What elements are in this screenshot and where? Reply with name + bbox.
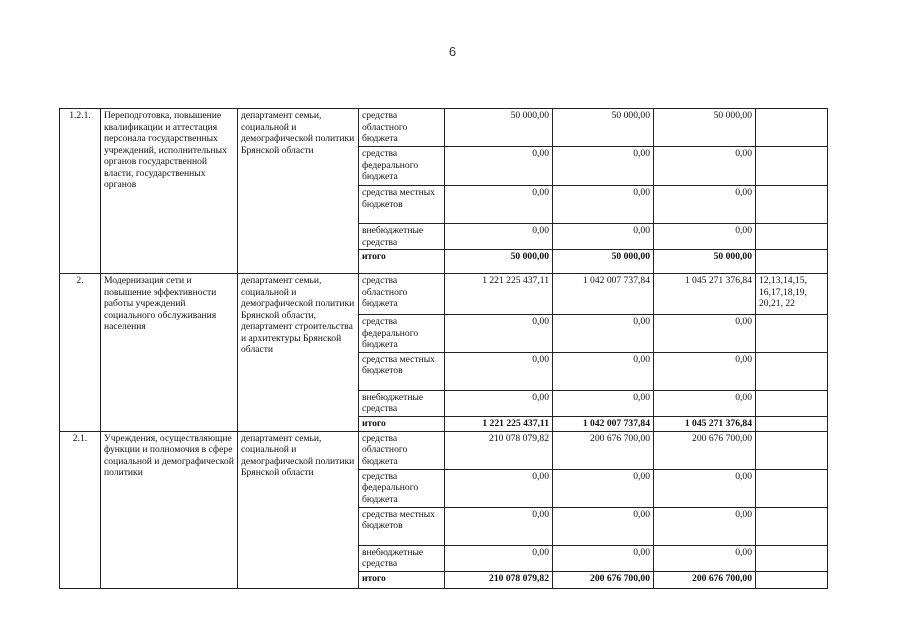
amount-year-2: 1 042 007 737,84 — [553, 416, 654, 431]
amount-year-2: 0,00 — [553, 224, 654, 250]
funding-source: итого — [359, 250, 445, 274]
table-row — [60, 109, 828, 147]
funding-source: внебюджетные средства — [359, 224, 445, 250]
amount-year-3: 200 676 700,00 — [654, 431, 756, 469]
funding-source: средства федерального бюджета — [359, 147, 445, 186]
item-number: 2. — [60, 274, 101, 432]
amount-year-1: 50 000,00 — [445, 109, 553, 147]
activity-name: Модернизация сети и повышение эффективности работы учреждений социального обслуживания населения — [101, 274, 238, 432]
amount-year-2: 0,00 — [553, 186, 654, 224]
item-number: 2.1. — [60, 431, 101, 588]
table-body — [60, 109, 828, 589]
amount-year-3: 1 045 271 376,84 — [654, 274, 756, 315]
amount-year-3: 1 045 271 376,84 — [654, 416, 756, 431]
target-indicators: 12,13,14,15, 16,17,18,19, 20,21, 22 — [756, 274, 828, 315]
target-indicators — [756, 545, 828, 571]
amount-year-2: 0,00 — [553, 352, 654, 390]
table-row — [60, 274, 828, 315]
amount-year-3: 0,00 — [654, 469, 756, 507]
amount-year-1: 1 221 225 437,11 — [445, 416, 553, 431]
funding-source: внебюджетные средства — [359, 390, 445, 416]
amount-year-2: 200 676 700,00 — [553, 431, 654, 469]
amount-year-1: 0,00 — [445, 507, 553, 545]
funding-source: средства федерального бюджета — [359, 469, 445, 507]
target-indicators — [756, 186, 828, 224]
executor: департамент семьи, социальной и демографической политики Брянской области, департамент строительства и архитектуры Брянской области — [238, 274, 359, 432]
table-row — [60, 431, 828, 469]
amount-year-2: 0,00 — [553, 390, 654, 416]
amount-year-1: 0,00 — [445, 315, 553, 353]
funding-source: внебюджетные средства — [359, 545, 445, 571]
executor: департамент семьи, социальной и демографической политики Брянской области — [238, 431, 359, 588]
funding-source: средства местных бюджетов — [359, 507, 445, 545]
funding-source: средства областного бюджета — [359, 431, 445, 469]
amount-year-2: 0,00 — [553, 147, 654, 186]
amount-year-2: 50 000,00 — [553, 250, 654, 274]
amount-year-1: 0,00 — [445, 224, 553, 250]
amount-year-2: 200 676 700,00 — [553, 571, 654, 588]
funding-source: средства областного бюджета — [359, 109, 445, 147]
funding-source: средства областного бюджета — [359, 274, 445, 315]
amount-year-3: 0,00 — [654, 507, 756, 545]
amount-year-3: 0,00 — [654, 545, 756, 571]
amount-year-3: 0,00 — [654, 224, 756, 250]
executor: департамент семьи, социальной и демографической политики Брянской области — [238, 109, 359, 274]
target-indicators — [756, 250, 828, 274]
target-indicators — [756, 431, 828, 469]
amount-year-2: 0,00 — [553, 507, 654, 545]
amount-year-1: 0,00 — [445, 390, 553, 416]
funding-source: средства местных бюджетов — [359, 186, 445, 224]
amount-year-3: 0,00 — [654, 147, 756, 186]
amount-year-2: 50 000,00 — [553, 109, 654, 147]
amount-year-3: 50 000,00 — [654, 250, 756, 274]
target-indicators — [756, 571, 828, 588]
amount-year-2: 1 042 007 737,84 — [553, 274, 654, 315]
target-indicators — [756, 390, 828, 416]
amount-year-2: 0,00 — [553, 545, 654, 571]
target-indicators — [756, 315, 828, 353]
activity-name: Переподготовка, повышение квалификации и аттестация персонала государственных учреждений, исполнительных органов государственной власти, государственных органов — [101, 109, 238, 274]
activity-name: Учреждения, осуществляющие функции и полномочия в сфере социальной и демографической политики — [101, 431, 238, 588]
amount-year-3: 0,00 — [654, 390, 756, 416]
amount-year-3: 0,00 — [654, 315, 756, 353]
amount-year-2: 0,00 — [553, 315, 654, 353]
target-indicators — [756, 147, 828, 186]
target-indicators — [756, 352, 828, 390]
target-indicators — [756, 109, 828, 147]
amount-year-1: 210 078 079,82 — [445, 431, 553, 469]
page-number: 6 — [448, 44, 457, 59]
amount-year-1: 0,00 — [445, 545, 553, 571]
target-indicators — [756, 224, 828, 250]
amount-year-2: 0,00 — [553, 469, 654, 507]
amount-year-1: 0,00 — [445, 186, 553, 224]
amount-year-1: 0,00 — [445, 147, 553, 186]
amount-year-3: 0,00 — [654, 186, 756, 224]
amount-year-1: 1 221 225 437,11 — [445, 274, 553, 315]
amount-year-1: 0,00 — [445, 352, 553, 390]
amount-year-1: 210 078 079,82 — [445, 571, 553, 588]
funding-source: средства местных бюджетов — [359, 352, 445, 390]
target-indicators — [756, 507, 828, 545]
budget-table — [59, 108, 828, 589]
funding-source: средства федерального бюджета — [359, 315, 445, 353]
amount-year-3: 200 676 700,00 — [654, 571, 756, 588]
amount-year-1: 0,00 — [445, 469, 553, 507]
funding-source: итого — [359, 571, 445, 588]
item-number: 1.2.1. — [60, 109, 101, 274]
target-indicators — [756, 469, 828, 507]
amount-year-1: 50 000,00 — [445, 250, 553, 274]
funding-source: итого — [359, 416, 445, 431]
amount-year-3: 0,00 — [654, 352, 756, 390]
amount-year-3: 50 000,00 — [654, 109, 756, 147]
target-indicators — [756, 416, 828, 431]
